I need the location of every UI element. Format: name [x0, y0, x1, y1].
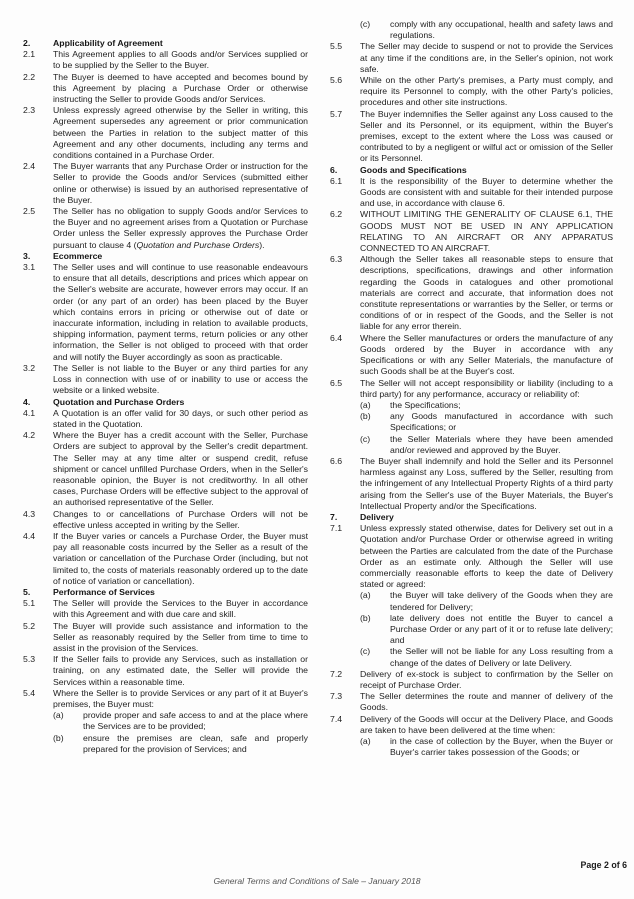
page-number: Page 2 of 6	[580, 860, 627, 870]
clause-number: 6.6	[330, 455, 343, 466]
clause-number: 4.3	[23, 508, 36, 519]
clause-number: 7.	[330, 511, 338, 522]
clause-text: While on the other Party's premises, a Party must comply, and require its Personnel to comply, with the other Party's policies, procedures and other site instructions.	[360, 75, 613, 108]
clause	[330, 691, 613, 713]
clause-number: 2.5	[23, 206, 36, 217]
clause-text: The Seller uses and will continue to use reasonable endeavours to ensure that all details, descriptions and prices which appear on the Seller's website are accurate, however errors may occur. If an order (or any part of an order) has been placed by the Buyer which contains errors in pricing or otherwise out of date or inaccurate information, including in relation to available products, shipping information, payment terms, return policies or any other information, the Seller is not obliged to proceed with that order and will notify the Buyer accordingly as soon as practicable.	[53, 262, 308, 362]
clause-text: Where the Buyer has a credit account with the Seller, Purchase Orders are subject to approval by the Seller's credit department. The Seller may at any time alter or suspend credit, refuse shipment or cancel unfilled Purchase Orders, when in the Seller's reasonable opinion, the Buyer is not creditworthy. In all other cases, Purchase Orders will be effective subject to the approval of an authorised representative of the Seller.	[53, 430, 308, 508]
section-heading	[23, 587, 308, 598]
clause-number: 3.	[23, 250, 31, 261]
text-run: The Seller has no obligation to supply Goods and/or Services to the Buyer and no agreement arises from a Quotation or Purchase Order unless the Seller expressly approves the Purchase Order pursuant to clause 4 (	[53, 206, 308, 250]
clause	[23, 363, 308, 397]
clause-text: A Quotation is an offer valid for 30 days, or such other period as stated in the Quotation.	[53, 407, 308, 429]
section-heading	[23, 397, 308, 408]
clause-text: provide proper and safe access to and at the place where the Services are to be provided;	[83, 710, 308, 732]
clause-text: any Goods manufactured in accordance with such Specifications; or	[390, 411, 613, 433]
clause-number: 2.	[23, 38, 31, 48]
clause	[23, 262, 308, 363]
clause	[23, 621, 308, 655]
clause-number: (a)	[360, 736, 371, 746]
clause-text: The Buyer is deemed to have accepted and becomes bound by this Agreement by placing a Purchase Order or otherwise instructing the Seller to provide Goods and/or Services.	[53, 71, 308, 105]
section-title: Delivery	[360, 511, 394, 522]
clause	[330, 41, 613, 75]
clause-text: comply with any occupational, health and safety laws and regulations.	[390, 19, 613, 41]
clause	[330, 254, 613, 332]
clause-number: 6.4	[330, 332, 343, 343]
clause-number: 5.1	[23, 598, 36, 609]
section-heading	[330, 512, 613, 523]
clause	[23, 161, 308, 206]
clause	[23, 531, 308, 587]
clause-text: Changes to or cancellations of Purchase Orders will not be effective unless accepted in writing by the Seller.	[53, 508, 308, 530]
clause-number: 2.4	[23, 161, 36, 172]
clause-text: late delivery does not entitle the Buyer to cancel a Purchase Order or any part of it or to refuse late delivery; and	[390, 612, 613, 646]
clause-number: 2.3	[23, 105, 36, 116]
clause-text: the Seller will not be liable for any Loss resulting from a change of the dates of Delivery or late Delivery.	[390, 646, 613, 668]
clause-text: Where the Seller manufactures or orders the manufacture of any Goods ordered by the Buyer in accordance with any Specifications or with any Seller Materials, the manufacture of such Goods shall be at the Buyer's cost.	[360, 332, 613, 377]
clause-number: 2.2	[23, 71, 36, 82]
clause	[330, 456, 613, 512]
clause-number: (c)	[360, 433, 371, 444]
clause-text: Unless expressly agreed otherwise by the Seller in writing, this Agreement supersedes any agreement or prior communication between the Parties in relation to the subject matter of this Agreement and any other documents, including any terms and conditions contained in a Purchase Order.	[53, 105, 308, 161]
clause	[23, 206, 308, 251]
clause	[330, 75, 613, 109]
clause-text: the Specifications;	[390, 399, 461, 410]
clause-text: Unless expressly stated otherwise, dates for Delivery set out in a Quotation and/or Purchase Order or otherwise agreed in writing between the Parties are calculated from the date of the Purchase Order as an estimate only. Although the Seller will use commercially reasonable efforts to keep the date of Delivery stated or agreed:	[360, 523, 613, 590]
clause-number: (a)	[53, 710, 64, 721]
clause	[330, 176, 613, 210]
sub-clause	[330, 613, 613, 647]
clause-text: in the case of collection by the Buyer, when the Buyer or Buyer's carrier takes possession of the Goods; or	[390, 736, 613, 758]
clause-text: It is the responsibility of the Buyer to determine whether the Goods are consistent with and suitable for their intended purpose and use, in accordance with clause 6.	[360, 175, 613, 209]
clause	[330, 669, 613, 691]
clause-number: 7.4	[330, 713, 343, 724]
sub-clause	[330, 434, 613, 456]
sub-clause	[330, 411, 613, 433]
clause	[23, 49, 308, 71]
clause	[330, 209, 613, 254]
clause-number: 7.3	[330, 691, 343, 702]
clause-number: 5.3	[23, 654, 36, 665]
clause-text: The Seller determines the route and manner of delivery of the Goods.	[360, 691, 613, 713]
clause-text: Although the Seller takes all reasonable steps to ensure that descriptions, specifications, drawings and other information regarding the Goods in catalogues and other promotional materials are correct and accurate, that information does not constitute representations or warranties by the Seller, or terms or conditions of or in respect of the Goods, and the Seller is not liable for any error therein.	[360, 254, 613, 332]
column-left	[23, 19, 308, 758]
clause-text: The Seller may decide to suspend or not to provide the Services at any time if the conditions are, in the Seller's opinion, not work safe.	[360, 41, 613, 74]
clause-number: 6.3	[330, 254, 343, 265]
clause-text: This Agreement applies to all Goods and/or Services supplied or to be supplied by the Seller to the Buyer.	[53, 49, 308, 71]
clause	[23, 509, 308, 531]
italic-text-run: Quotation and Purchase Orders	[136, 239, 260, 250]
clause-number: 5.7	[330, 108, 343, 119]
clause-number: 5.5	[330, 41, 343, 52]
clause-number: 4.	[23, 396, 31, 407]
clause-number: 6.1	[330, 175, 343, 186]
clause	[330, 714, 613, 736]
clause	[23, 654, 308, 688]
clause-text: The Buyer will provide such assistance and information to the Seller as reasonably required by the Seller from time to time to assist in the provision of the Services.	[53, 620, 308, 653]
clause-text	[53, 206, 308, 251]
section-title: Goods and Specifications	[360, 164, 467, 175]
clause-number: 4.2	[23, 430, 36, 441]
clause-number: (b)	[53, 732, 64, 743]
clause	[330, 109, 613, 165]
clause	[23, 688, 308, 710]
clause-number: 5.4	[23, 687, 36, 698]
clause-text: The Seller is not liable to the Buyer or any third parties for any Loss in connection with use of or inability to use or access the website or a linked website.	[53, 362, 308, 396]
clause-text: The Seller will provide the Services to the Buyer in accordance with this Agreement and with due care and skill.	[53, 598, 308, 620]
clause-number: 3.1	[23, 262, 36, 273]
clause-text: If the Buyer varies or cancels a Purchase Order, the Buyer must pay all reasonable costs incurred by the Seller as a result of the variation or cancellation of the Purchase Order (including, but not limited to, the costs of materials reasonably ordered up to the date of notice of variation or cancellation).	[53, 530, 308, 586]
sub-clause	[23, 733, 308, 755]
clause-number: 3.2	[23, 362, 36, 373]
clause-number: 6.	[330, 164, 338, 175]
text-run: ).	[259, 239, 265, 250]
clause-number: 6.2	[330, 209, 343, 220]
clause-text: Delivery of the Goods will occur at the Delivery Place, and Goods are taken to have been delivered at the time when:	[360, 713, 613, 735]
clause	[330, 333, 613, 378]
footer-title: General Terms and Conditions of Sale – January 2018	[213, 876, 421, 886]
clause-number: 5.	[23, 586, 31, 597]
clause	[330, 378, 613, 400]
clause-text: The Buyer shall indemnify and hold the Seller and its Personnel harmless against any Loss, suffered by the Seller, resulting from the infringement of any Intellectual Property Rights of a third party arising from the Seller's use of the Buyer Materials, the Buyer's Intellectual Property and/or the Specifications.	[360, 455, 613, 511]
section-heading	[23, 251, 308, 262]
clause-text: the Seller Materials where they have been amended and/or reviewed and approved by the Buyer.	[390, 433, 613, 455]
clause-number: 4.1	[23, 407, 36, 418]
clause-number: (a)	[360, 590, 371, 601]
clause-text: ensure the premises are clean, safe and properly prepared for the provision of Services; and	[83, 732, 308, 754]
clause-text: WITHOUT LIMITING THE GENERALITY OF CLAUSE 6.1, THE GOODS MUST NOT BE USED IN ANY APPLICATION RELATING TO AN AIRCRAFT OR ANY APPARATUS CONNECTED TO AN AIRCRAFT.	[360, 209, 613, 254]
clause-number: (b)	[360, 411, 371, 422]
clause-number: (b)	[360, 612, 371, 623]
clause-text: Delivery of ex-stock is subject to confirmation by the Seller on receipt of Purchase Order.	[360, 668, 613, 690]
clause-text: If the Seller fails to provide any Services, such as installation or training, on any estimated date, the Seller will provide the Services within a reasonable time.	[53, 654, 308, 687]
clause-number: 6.5	[330, 377, 343, 388]
column-right	[330, 19, 613, 758]
section-heading	[330, 165, 613, 176]
sub-clause	[23, 710, 308, 732]
sub-clause	[330, 590, 613, 612]
clause-number: (c)	[360, 646, 371, 657]
clause-number: 7.1	[330, 523, 343, 534]
clause-text: The Buyer indemnifies the Seller against any Loss caused to the Seller and its Personnel, or its equipment, within the Buyer's premises, except to the extent where the Loss was caused or contributed to by a negligent or wilful act or omission of the Seller or its Personnel.	[360, 108, 613, 164]
clause-text: the Buyer will take delivery of the Goods when they are tendered for Delivery;	[390, 590, 613, 612]
clause	[23, 408, 308, 430]
sub-clause	[330, 736, 613, 758]
clause-number: 5.2	[23, 620, 36, 631]
clause-number: 7.2	[330, 668, 343, 679]
clause	[23, 72, 308, 106]
sub-clause	[330, 400, 613, 411]
clause-text: The Buyer warrants that any Purchase Order or instruction for the Seller to provide the Goods and/or Services (submitted either online or otherwise) is issued by an authorised representative of the Buyer.	[53, 161, 308, 205]
clause-number: (c)	[360, 19, 371, 29]
clause-number: (a)	[360, 399, 371, 410]
section-title: Performance of Services	[53, 586, 155, 597]
section-title: Ecommerce	[53, 250, 103, 261]
section-title: Applicability of Agreement	[53, 38, 163, 48]
section-title: Quotation and Purchase Orders	[53, 396, 185, 407]
clause	[23, 430, 308, 508]
clause-number: 4.4	[23, 530, 36, 541]
sub-clause	[330, 19, 613, 41]
section-heading	[23, 38, 308, 49]
clause	[330, 523, 613, 590]
clause-number: 5.6	[330, 75, 343, 86]
clause	[23, 598, 308, 620]
clause-number: 2.1	[23, 49, 36, 60]
clause-text: The Seller will not accept responsibility or liability (including to a third party) for any performance, accuracy or reliability of:	[360, 377, 613, 399]
clause	[23, 105, 308, 161]
clause-text: Where the Seller is to provide Services or any part of it at Buyer's premises, the Buyer must:	[53, 687, 308, 709]
sub-clause	[330, 646, 613, 668]
